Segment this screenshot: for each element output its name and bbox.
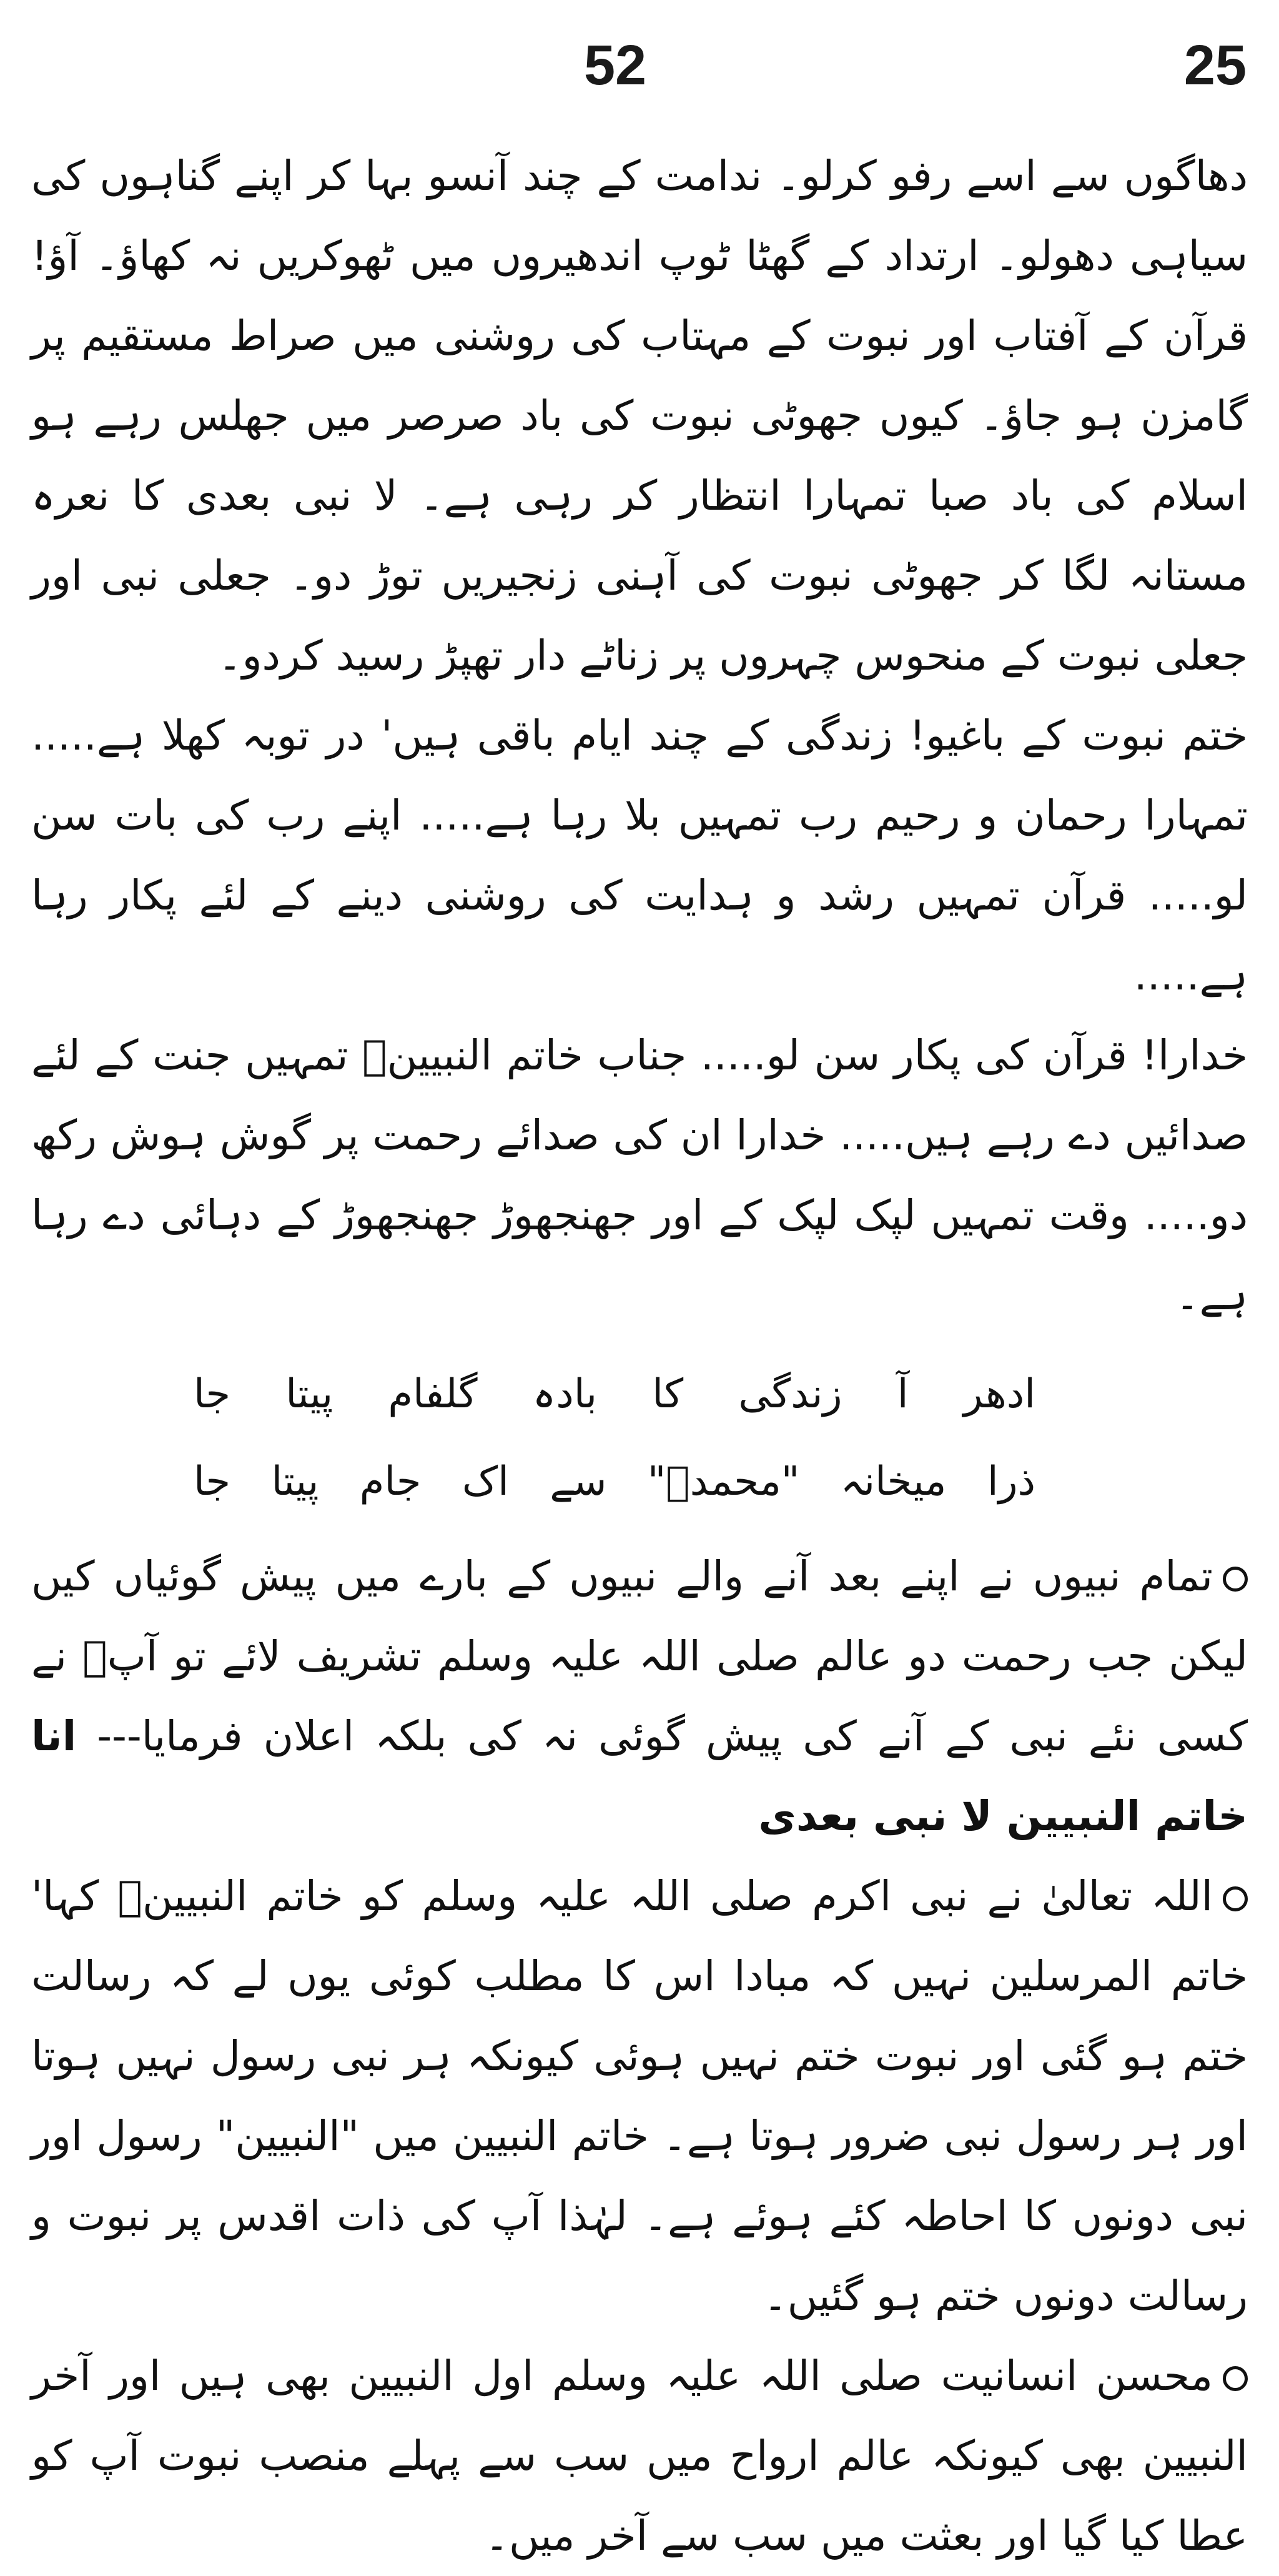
- bullet-paragraph-1: [31, 1537, 1248, 1856]
- bullet-paragraph-3: [31, 2336, 1248, 2576]
- circle-bullet-icon: [1223, 2366, 1248, 2391]
- circle-bullet-icon: [1223, 1886, 1248, 1911]
- poem-word: آ: [897, 1371, 909, 1417]
- poem-verse-2: [194, 1438, 1035, 1525]
- poem-word: ذرا: [987, 1459, 1035, 1505]
- bullet-2-text: اللہ تعالیٰ نے نبی اکرم صلی اللہ علیہ وسلم کو خاتم النبیینؐ کہا' خاتم المرسلین نہیں کہ مبادا اس کا مطلب کوئی یوں لے کہ رسالت ختم ہو گئی اور نبوت ختم نہیں ہوئی کیونکہ ہر نبی رسول نہیں ہوتا اور ہر رسول نبی ضرور ہوتا ہے۔ خاتم النبیین میں "النبیین" رسول اور نبی دونوں کا احاطہ کئے ہوئے ہے۔ لہٰذا آپ کی ذات اقدس پر نبوت و رسالت دونوں ختم ہو گئیں۔: [31, 1872, 1248, 2320]
- bullet-1-text: تمام نبیوں نے اپنے بعد آنے والے نبیوں کے بارے میں پیش گوئیاں کیں لیکن جب رحمت دو عالم صلی اللہ علیہ وسلم تشریف لائے تو آپؐ نے کسی نئے نبی کے آنے کی پیش گوئی نہ کی بلکہ اعلان فرمایا---: [31, 1552, 1248, 1760]
- bullet-3-text: محسن انسانیت صلی اللہ علیہ وسلم اول النبیین بھی ہیں اور آخر النبیین بھی کیونکہ عالم ارواح میں سب سے پہلے منصب نبوت آپ کو عطا کیا گیا اور بعثت میں سب سے آخر میں۔: [31, 2352, 1248, 2560]
- paragraph-1: دھاگوں سے اسے رفو کرلو۔ ندامت کے چند آنسو بہا کر اپنے گناہوں کی سیاہی دھولو۔ ارتداد کے گھٹا ٹوپ اندھیروں میں ٹھوکریں نہ کھاؤ۔ آؤ! قرآن کے آفتاب اور نبوت کے مہتاب کی روشنی میں صراط مستقیم پر گامزن ہو جاؤ۔ کیوں جھوٹی نبوت کی باد صرصر میں جھلس رہے ہو اسلام کی باد صبا تمہارا انتظار کر رہی ہے۔ لا نبی بعدی کا نعرہ مستانہ لگا کر جھوٹی نبوت کی آہنی زنجیریں توڑ دو۔ جعلی نبی اور جعلی نبوت کے منحوس چہروں پر زناٹے دار تھپڑ رسید کردو۔: [31, 152, 1248, 680]
- paragraph-3: خدارا! قرآن کی پکار سن لو..... جناب خاتم النبیینؐ تمہیں جنت کے لئے صدائیں دے رہے ہیں..... خدارا ان کی صدائے رحمت پر گوش ہوش رکھ دو..... وقت تمہیں لپک لپک کے اور جھنجھوڑ جھنجھوڑ کے دہائی دے رہا ہے۔: [31, 1031, 1248, 1319]
- page-number-center: 52: [584, 34, 647, 97]
- poem-couplet: [194, 1350, 1035, 1525]
- page-body: [31, 136, 1248, 2576]
- poem-word: سے: [550, 1459, 607, 1505]
- poem-word: اک: [462, 1459, 509, 1505]
- page-number-right: 25: [1183, 34, 1247, 97]
- poem-word: کا: [652, 1371, 684, 1417]
- poem-word: "محمدؐ": [647, 1459, 800, 1505]
- poem-word: پیتا: [271, 1459, 319, 1505]
- bullet-paragraph-2: [31, 1856, 1248, 2336]
- bullet-1-bold-quote: انا خاتم النبیین لا نبی بعدی: [31, 1712, 1248, 1840]
- poem-verse-1: [194, 1350, 1035, 1438]
- poem-word: پیتا: [285, 1371, 333, 1417]
- poem-word: میخانہ: [840, 1459, 947, 1505]
- poem-word: ادھر: [963, 1371, 1035, 1417]
- poem-word: جا: [194, 1371, 231, 1417]
- poem-word: گلفام: [388, 1371, 478, 1417]
- poem-word: جا: [194, 1459, 231, 1505]
- poem-word: جام: [359, 1459, 422, 1505]
- poem-word: زندگی: [738, 1371, 842, 1417]
- paragraph-2: ختم نبوت کے باغیو! زندگی کے چند ایام باقی ہیں' در توبہ کھلا ہے..... تمہارا رحمان و رحیم رب تمہیں بلا رہا ہے..... اپنے رب کی بات سن لو..... قرآن تمہیں رشد و ہدایت کی روشنی دینے کے لئے پکار رہا ہے.....: [31, 711, 1248, 999]
- poem-word: بادہ: [532, 1371, 598, 1417]
- circle-bullet-icon: [1223, 1567, 1248, 1592]
